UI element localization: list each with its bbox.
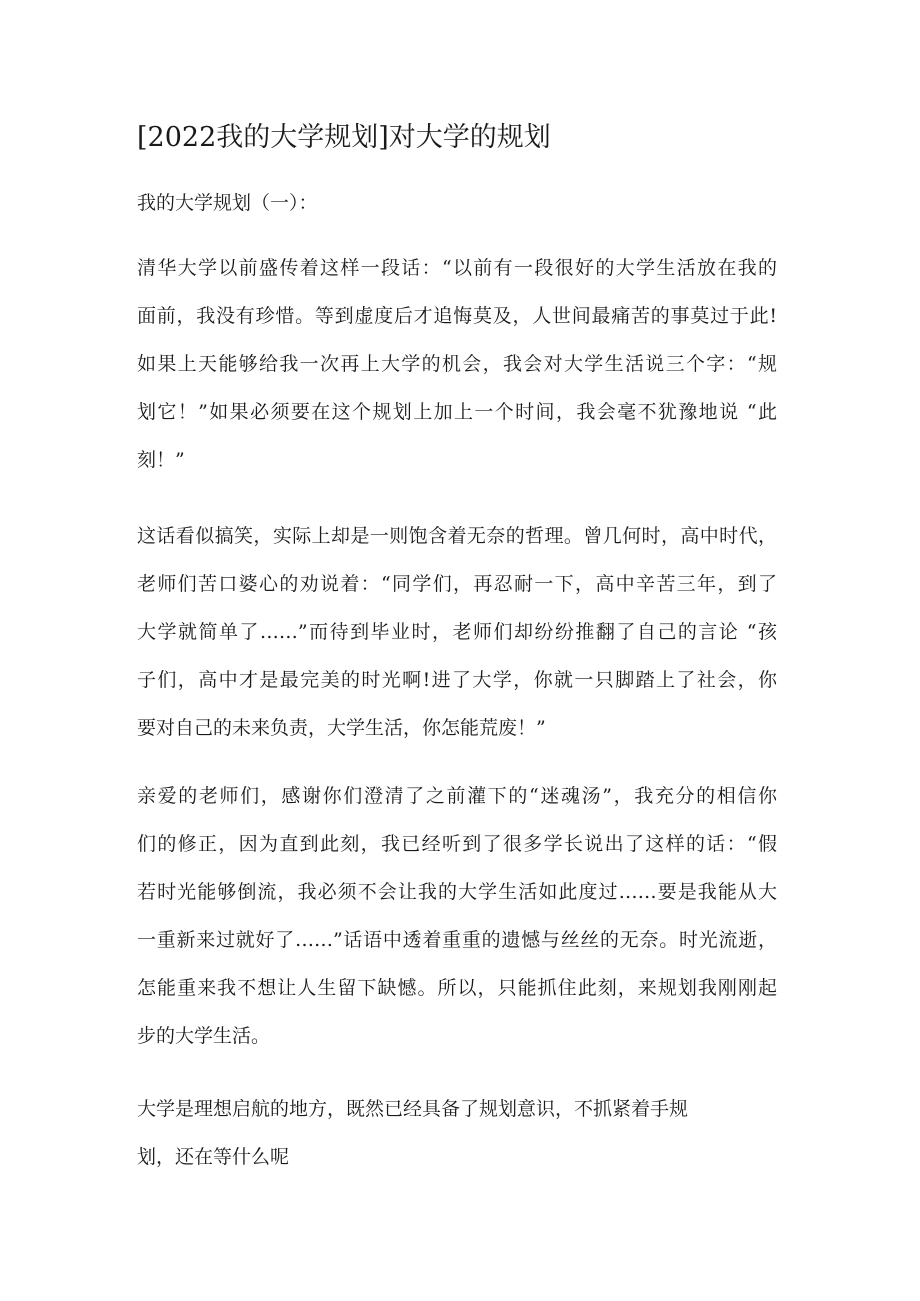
text-line: 大学就简单了……”而待到毕业时，老师们却纷纷推翻了自己的言论 “孩 [137,621,777,643]
text-line: 大学是理想启航的地方，既然已经具备了规划意识，不抓紧着手规 [137,1098,689,1120]
text-line: 们的修正，因为直到此刻，我已经听到了很多学长说出了这样的话：“假 [137,833,777,855]
text-line: 要对自己的未来负责，大学生活，你怎能荒废！” [137,717,546,739]
section-heading: 我的大学规划（一）： [137,192,318,214]
text-line: 刻！” [137,449,185,471]
paragraph-3 [137,772,777,1060]
document-title: [2022我的大学规划]对大学的规划 [137,122,551,153]
text-line: 划，还在等什么呢 [137,1146,290,1168]
text-line: 怎能重来我不想让人生留下缺憾。所以，只能抓住此刻，来规划我刚刚起 [137,977,777,999]
text-line: 若时光能够倒流，我必须不会让我的大学生活如此度过……要是我能从大 [137,881,777,903]
text-line: 如果上天能够给我一次再上大学的机会，我会对大学生活说三个字：“规 [137,353,777,375]
text-line: 清华大学以前盛传着这样一段话：“以前有一段很好的大学生活放在我的 [137,257,777,279]
text-line: 一重新来过就好了……”话语中透着重重的遗憾与丝丝的无奈。时光流逝， [137,929,777,951]
text-line: 亲爱的老师们，感谢你们澄清了之前灌下的“迷魂汤”，我充分的相信你 [137,785,777,807]
paragraph-4 [137,1085,777,1181]
text-line: 划它！”如果必须要在这个规划上加上一个时间，我会毫不犹豫地说 “此 [137,401,777,423]
paragraph-2 [137,512,777,752]
paragraph-1 [137,244,777,484]
text-line: 这话看似搞笑，实际上却是一则饱含着无奈的哲理。曾几何时，高中时代， [137,525,777,547]
text-line: 面前，我没有珍惜。等到虚度后才追悔莫及，人世间最痛苦的事莫过于此! [137,305,777,327]
text-line: 老师们苦口婆心的劝说着：“同学们，再忍耐一下，高中辛苦三年，到了 [137,573,777,595]
text-line: 步的大学生活。 [137,1025,271,1047]
text-line: 子们，高中才是最完美的时光啊!进了大学，你就一只脚踏上了社会，你 [137,669,777,691]
